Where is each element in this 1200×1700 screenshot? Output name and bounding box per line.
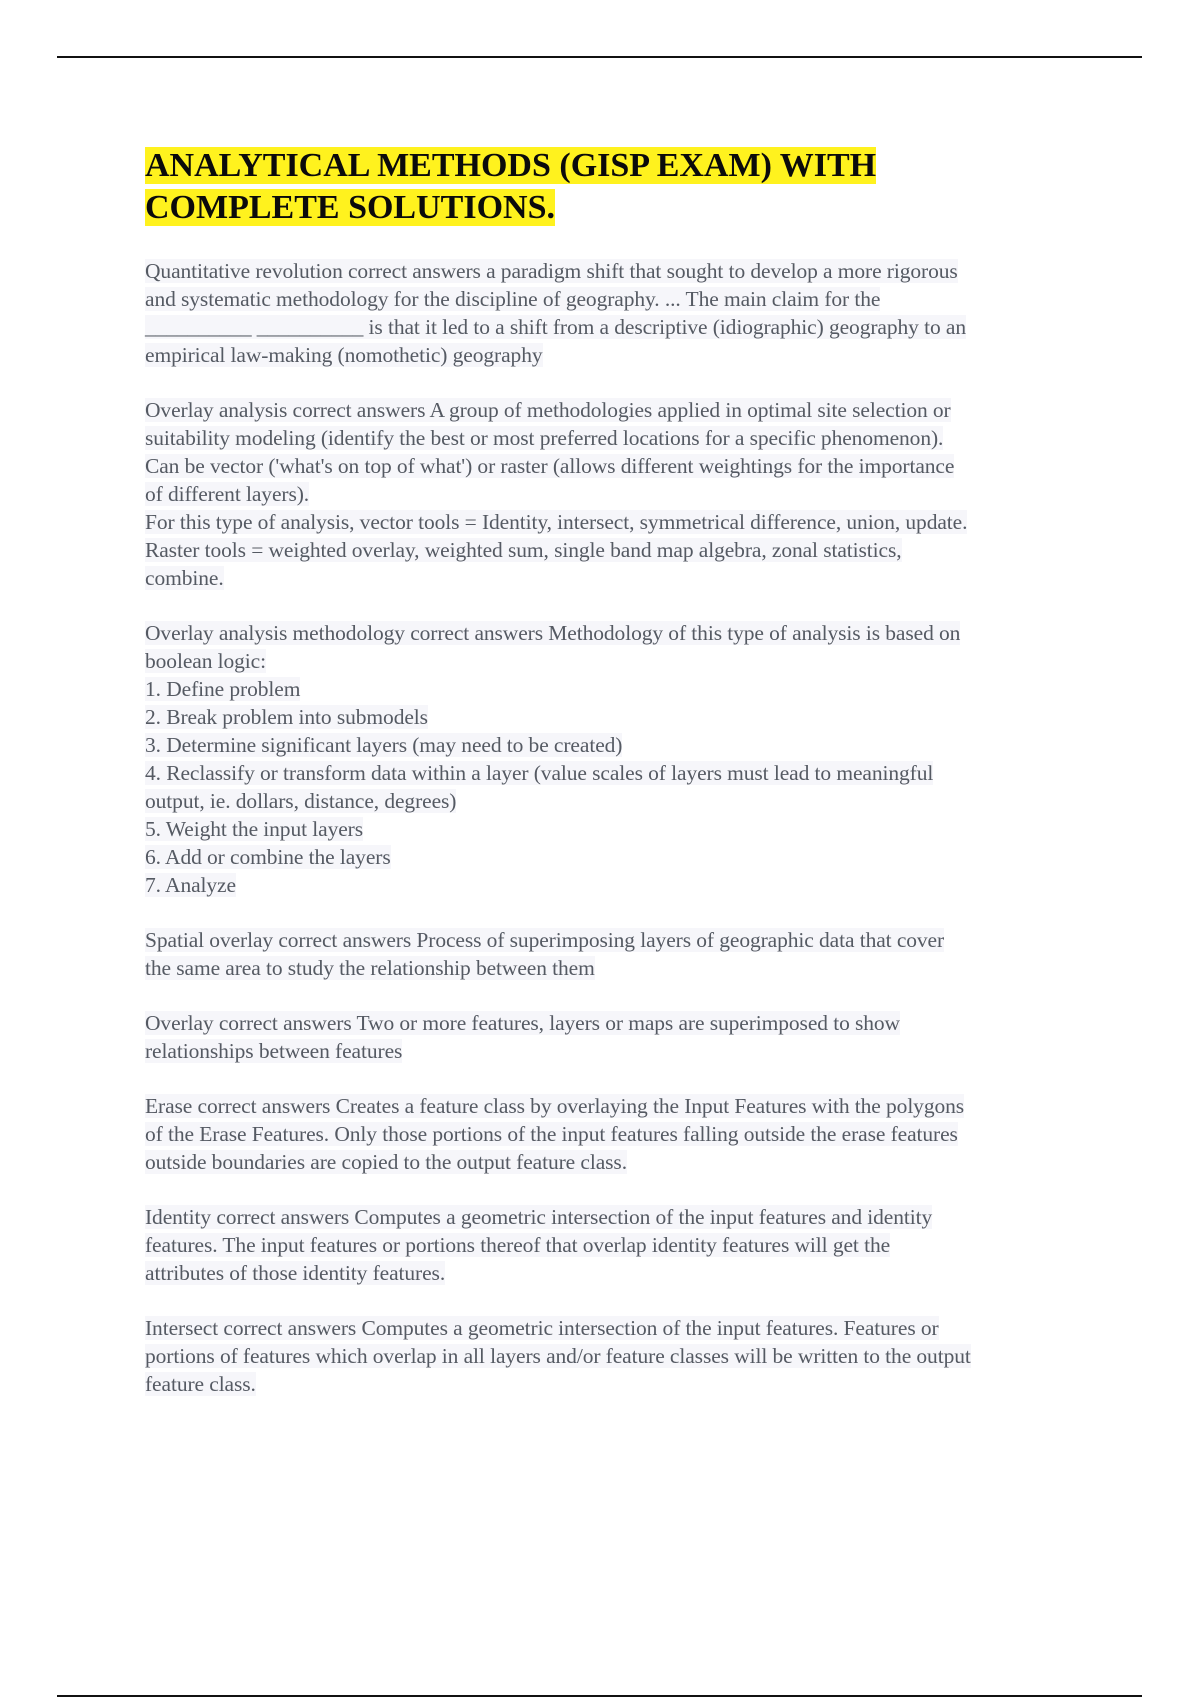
entry-line: the same area to study the relationship between them	[145, 956, 595, 980]
entry-line-wrapper	[145, 1259, 1095, 1287]
entry-line-wrapper	[145, 926, 1095, 954]
entry-line: 2. Break problem into submodels	[145, 705, 428, 729]
entry-line-wrapper	[145, 954, 1095, 982]
entry-line-wrapper	[145, 731, 1095, 759]
entry-line-wrapper	[145, 508, 1095, 536]
entry-line: boolean logic:	[145, 649, 266, 673]
qa-entry	[145, 1314, 1095, 1398]
entry-line-wrapper	[145, 1120, 1095, 1148]
qa-entry	[145, 1203, 1095, 1287]
entry-line-wrapper	[145, 285, 1095, 313]
entry-line: Overlay analysis methodology correct answers Methodology of this type of analysis is based on	[145, 621, 961, 645]
entry-line: __________ __________ is that it led to a shift from a descriptive (idiographic) geography to an	[145, 315, 966, 339]
entry-line: 6. Add or combine the layers	[145, 845, 391, 869]
qa-entry	[145, 926, 1095, 982]
entry-line: relationships between features	[145, 1039, 403, 1063]
entry-line: suitability modeling (identify the best or most preferred locations for a specific phenomenon).	[145, 426, 944, 450]
entry-line-wrapper	[145, 815, 1095, 843]
entry-line-wrapper	[145, 452, 1095, 480]
entry-line: feature class.	[145, 1372, 256, 1396]
entry-line-wrapper	[145, 1231, 1095, 1259]
entry-line: Spatial overlay correct answers Process of superimposing layers of geographic data that cover	[145, 928, 945, 952]
entry-line: combine.	[145, 566, 224, 590]
entry-line-wrapper	[145, 313, 1095, 341]
title-line: ANALYTICAL METHODS (GISP EXAM) WITH	[145, 147, 877, 184]
entry-line: 1. Define problem	[145, 677, 301, 701]
entry-line-wrapper	[145, 1037, 1095, 1065]
entry-line: empirical law-making (nomothetic) geography	[145, 343, 543, 367]
document-page	[145, 145, 1095, 1425]
entry-line-wrapper	[145, 564, 1095, 592]
entry-line-wrapper	[145, 787, 1095, 815]
entry-line-wrapper	[145, 1370, 1095, 1398]
qa-entries	[145, 257, 1095, 1398]
entry-line: outside boundaries are copied to the output feature class.	[145, 1150, 627, 1174]
qa-entry	[145, 1009, 1095, 1065]
entry-line: and systematic methodology for the discipline of geography. ... The main claim for the	[145, 287, 881, 311]
entry-line-wrapper	[145, 257, 1095, 285]
entry-line: 7. Analyze	[145, 873, 236, 897]
entry-line-wrapper	[145, 759, 1095, 787]
qa-entry	[145, 257, 1095, 369]
entry-line: Can be vector ('what's on top of what') or raster (allows different weightings for the importance	[145, 454, 955, 478]
top-rule	[57, 56, 1142, 58]
entry-line: features. The input features or portions thereof that overlap identity features will get the	[145, 1233, 891, 1257]
entry-line: output, ie. dollars, distance, degrees)	[145, 789, 457, 813]
entry-line-wrapper	[145, 1314, 1095, 1342]
entry-line-wrapper	[145, 1092, 1095, 1120]
entry-line-wrapper	[145, 536, 1095, 564]
entry-line: of the Erase Features. Only those portions of the input features falling outside the erase features	[145, 1122, 958, 1146]
entry-line-wrapper	[145, 396, 1095, 424]
entry-line-wrapper	[145, 871, 1095, 899]
entry-line: Quantitative revolution correct answers a paradigm shift that sought to develop a more rigorous	[145, 259, 958, 283]
entry-line: Intersect correct answers Computes a geometric intersection of the input features. Features or	[145, 1316, 939, 1340]
qa-entry	[145, 396, 1095, 592]
title-line: COMPLETE SOLUTIONS.	[145, 189, 555, 226]
entry-line: Overlay analysis correct answers A group of methodologies applied in optimal site selection or	[145, 398, 951, 422]
entry-line: Raster tools = weighted overlay, weighted sum, single band map algebra, zonal statistics,	[145, 538, 902, 562]
entry-line-wrapper	[145, 619, 1095, 647]
entry-line: Overlay correct answers Two or more features, layers or maps are superimposed to show	[145, 1011, 900, 1035]
entry-line-wrapper	[145, 1148, 1095, 1176]
entry-line-wrapper	[145, 675, 1095, 703]
entry-line: portions of features which overlap in all layers and/or feature classes will be written to the output	[145, 1344, 971, 1368]
entry-line: attributes of those identity features.	[145, 1261, 446, 1285]
entry-line: 5. Weight the input layers	[145, 817, 363, 841]
entry-line-wrapper	[145, 1009, 1095, 1037]
bottom-rule	[57, 1695, 1142, 1697]
entry-line-wrapper	[145, 647, 1095, 675]
qa-entry	[145, 1092, 1095, 1176]
entry-line: 3. Determine significant layers (may need to be created)	[145, 733, 623, 757]
entry-line: For this type of analysis, vector tools = Identity, intersect, symmetrical difference, union, update.	[145, 510, 968, 534]
entry-line-wrapper	[145, 1203, 1095, 1231]
entry-line-wrapper	[145, 1342, 1095, 1370]
qa-entry	[145, 619, 1095, 899]
entry-line-wrapper	[145, 703, 1095, 731]
entry-line: 4. Reclassify or transform data within a layer (value scales of layers must lead to meaningful	[145, 761, 934, 785]
entry-line-wrapper	[145, 424, 1095, 452]
entry-line-wrapper	[145, 843, 1095, 871]
page-title	[145, 145, 1095, 229]
entry-line: of different layers).	[145, 482, 310, 506]
entry-line: Identity correct answers Computes a geometric intersection of the input features and identity	[145, 1205, 933, 1229]
entry-line-wrapper	[145, 480, 1095, 508]
entry-line: Erase correct answers Creates a feature class by overlaying the Input Features with the polygons	[145, 1094, 965, 1118]
entry-line-wrapper	[145, 341, 1095, 369]
